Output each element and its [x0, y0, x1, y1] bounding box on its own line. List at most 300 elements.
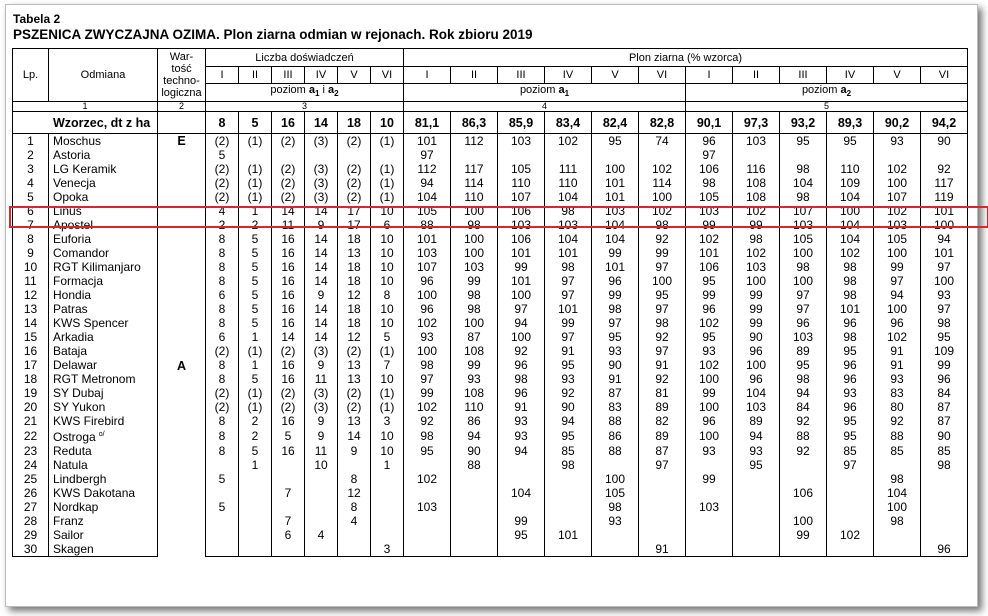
- row-value: (2): [206, 176, 239, 190]
- row-value: 104: [545, 190, 592, 204]
- row-value: 96: [592, 274, 639, 288]
- row-value: [451, 542, 498, 557]
- row-value: [206, 542, 239, 557]
- row-value: 95: [639, 288, 686, 302]
- row-value: 1: [239, 358, 272, 372]
- row-value: [733, 500, 780, 514]
- row-value: 107: [404, 260, 451, 274]
- row-value: 17: [338, 204, 371, 218]
- row-value: 97: [921, 260, 968, 274]
- row-value: [371, 514, 404, 528]
- row-value: 92: [545, 386, 592, 400]
- row-variety-name: Astoria: [49, 148, 158, 162]
- row-value: 106: [686, 162, 733, 176]
- row-value: 102: [733, 246, 780, 260]
- row-value: 97: [545, 330, 592, 344]
- row-lp: 2: [13, 148, 49, 162]
- row-value: 107: [780, 204, 827, 218]
- row-value: 103: [498, 218, 545, 232]
- row-value: (1): [239, 162, 272, 176]
- row-value: 91: [592, 372, 639, 386]
- row-value: [272, 472, 305, 486]
- row-value: (2): [338, 386, 371, 400]
- row-value: 95: [545, 428, 592, 444]
- row-value: 94: [780, 386, 827, 400]
- row-value: 100: [592, 472, 639, 486]
- row-value: 5: [239, 316, 272, 330]
- row-value: (3): [305, 344, 338, 358]
- row-value: [338, 528, 371, 542]
- row-value: 1: [371, 458, 404, 472]
- row-value: 18: [338, 232, 371, 246]
- row-value: 101: [921, 246, 968, 260]
- row-value: 99: [733, 316, 780, 330]
- row-value: [272, 458, 305, 472]
- row-value: 117: [921, 176, 968, 190]
- row-value: 11: [272, 218, 305, 232]
- row-value: 91: [874, 358, 921, 372]
- row-value: 105: [498, 162, 545, 176]
- row-value: 94: [404, 176, 451, 190]
- row-value: 103: [780, 330, 827, 344]
- wzorzec-value: 83,4: [545, 112, 592, 134]
- row-value: [451, 514, 498, 528]
- row-lp: 13: [13, 302, 49, 316]
- row-value: 96: [686, 302, 733, 316]
- row-value: 96: [498, 386, 545, 400]
- row-value: [239, 472, 272, 486]
- row-variety-name: Formacja: [49, 274, 158, 288]
- header-lp: Lp.: [13, 49, 49, 102]
- row-value: 11: [305, 444, 338, 458]
- row-variety-name: Comandor: [49, 246, 158, 260]
- row-value: (3): [305, 162, 338, 176]
- row-value: 109: [827, 176, 874, 190]
- row-value: 99: [686, 386, 733, 400]
- row-value: 101: [921, 204, 968, 218]
- row-value: (1): [239, 176, 272, 190]
- row-value: 6: [272, 528, 305, 542]
- row-value: [780, 542, 827, 557]
- row-value: 85: [874, 444, 921, 458]
- row-value: [921, 486, 968, 500]
- colnum-1: 1: [13, 102, 158, 112]
- row-value: 83: [874, 386, 921, 400]
- row-value: 87: [592, 386, 639, 400]
- row-value: [639, 528, 686, 542]
- table-row: [13, 372, 968, 386]
- row-value: 12: [338, 486, 371, 500]
- row-value: 4: [338, 514, 371, 528]
- row-value: 97: [686, 148, 733, 162]
- row-value: 103: [733, 260, 780, 274]
- row-variety-name: Hondia: [49, 288, 158, 302]
- row-value: 99: [498, 514, 545, 528]
- table-row: [13, 472, 968, 486]
- row-value: 103: [686, 500, 733, 514]
- row-value: 98: [827, 288, 874, 302]
- row-variety-name: Patras: [49, 302, 158, 316]
- row-value: 104: [592, 232, 639, 246]
- row-value: [371, 528, 404, 542]
- row-value: 96: [686, 414, 733, 428]
- row-value: [305, 472, 338, 486]
- row-value: 92: [404, 414, 451, 428]
- row-variety-name: RGT Metronom: [49, 372, 158, 386]
- wzorzec-value: 5: [239, 112, 272, 134]
- row-value: (2): [206, 386, 239, 400]
- row-value: 98: [874, 514, 921, 528]
- row-value: 104: [827, 190, 874, 204]
- row-value: 14: [305, 316, 338, 330]
- row-value: 16: [272, 288, 305, 302]
- row-value: [371, 472, 404, 486]
- row-value: [305, 486, 338, 500]
- row-value: 94: [545, 414, 592, 428]
- row-value: 5: [239, 302, 272, 316]
- row-value: [921, 472, 968, 486]
- row-value: 108: [733, 176, 780, 190]
- row-value: 5: [272, 428, 305, 444]
- row-value: [639, 472, 686, 486]
- row-value: (1): [239, 344, 272, 358]
- row-value: 100: [874, 500, 921, 514]
- row-value: 10: [371, 428, 404, 444]
- row-value: 95: [921, 330, 968, 344]
- row-value: (1): [371, 176, 404, 190]
- row-lp: 27: [13, 500, 49, 514]
- row-value: 97: [545, 288, 592, 302]
- row-value: 91: [545, 344, 592, 358]
- row-value: [686, 486, 733, 500]
- row-value: 105: [592, 486, 639, 500]
- row-variety-footnote: o/: [98, 431, 105, 438]
- row-value: 112: [404, 162, 451, 176]
- row-value: 97: [639, 302, 686, 316]
- row-value: 100: [780, 274, 827, 288]
- row-value: 98: [639, 316, 686, 330]
- row-value: 96: [827, 358, 874, 372]
- header-region: VI: [639, 67, 686, 84]
- row-value: 100: [498, 330, 545, 344]
- row-value: 107: [498, 190, 545, 204]
- row-value: [338, 148, 371, 162]
- row-value: 14: [305, 260, 338, 274]
- row-value: 8: [206, 414, 239, 428]
- row-value: 87: [921, 414, 968, 428]
- row-value: 110: [498, 176, 545, 190]
- row-value: 96: [733, 372, 780, 386]
- row-value: [451, 500, 498, 514]
- row-value: 95: [827, 344, 874, 358]
- row-value: 8: [338, 472, 371, 486]
- colnum-5: 5: [686, 102, 968, 112]
- row-value: 98: [780, 260, 827, 274]
- row-value: (2): [272, 134, 305, 149]
- row-value: 99: [451, 274, 498, 288]
- row-lp: 15: [13, 330, 49, 344]
- row-value: 87: [921, 400, 968, 414]
- table-row: [13, 486, 968, 500]
- row-value: 10: [371, 444, 404, 458]
- row-lp: 20: [13, 400, 49, 414]
- row-value: 103: [733, 134, 780, 149]
- row-variety-name: Arkadia: [49, 330, 158, 344]
- row-value: 100: [451, 204, 498, 218]
- row-value: 96: [498, 358, 545, 372]
- row-value: [545, 542, 592, 557]
- row-value: 100: [404, 344, 451, 358]
- row-value: 98: [592, 302, 639, 316]
- yield-table: [12, 48, 968, 557]
- row-value: 100: [451, 246, 498, 260]
- row-lp: 28: [13, 514, 49, 528]
- row-value: 6: [206, 330, 239, 344]
- row-value: [733, 148, 780, 162]
- row-value: 105: [780, 232, 827, 246]
- row-value: 100: [404, 288, 451, 302]
- row-value: 3: [371, 414, 404, 428]
- row-value: 119: [921, 190, 968, 204]
- row-value: 93: [498, 428, 545, 444]
- row-lp: 11: [13, 274, 49, 288]
- table-row: [13, 428, 968, 444]
- row-value: 90: [733, 330, 780, 344]
- table-row: [13, 344, 968, 358]
- row-value: [686, 528, 733, 542]
- row-value: (2): [338, 400, 371, 414]
- row-value: 100: [827, 204, 874, 218]
- header-region: IV: [545, 67, 592, 84]
- header-region: III: [272, 67, 305, 84]
- row-value: 8: [206, 260, 239, 274]
- row-value: 99: [592, 246, 639, 260]
- row-value: 99: [921, 358, 968, 372]
- row-variety-name: Reduta: [49, 444, 158, 458]
- row-value: [305, 500, 338, 514]
- row-value: 98: [921, 316, 968, 330]
- row-value: 98: [733, 232, 780, 246]
- row-value: (1): [371, 162, 404, 176]
- row-value: 108: [451, 386, 498, 400]
- row-value: 117: [451, 162, 498, 176]
- row-variety-name: LG Keramik: [49, 162, 158, 176]
- row-value: 74: [639, 134, 686, 149]
- header-region: III: [780, 67, 827, 84]
- header-region: V: [592, 67, 639, 84]
- row-value: 98: [545, 260, 592, 274]
- row-value: 9: [305, 428, 338, 444]
- row-value: 110: [545, 176, 592, 190]
- row-value: 82: [639, 414, 686, 428]
- row-value: 103: [686, 204, 733, 218]
- row-value: (2): [206, 344, 239, 358]
- row-value: 102: [874, 330, 921, 344]
- row-value: 102: [639, 162, 686, 176]
- wzorzec-value: 18: [338, 112, 371, 134]
- row-value: 93: [686, 444, 733, 458]
- row-value: 102: [686, 232, 733, 246]
- row-value: 1: [239, 204, 272, 218]
- row-value: (2): [272, 176, 305, 190]
- wzorzec-value: 8: [206, 112, 239, 134]
- group-a-label: A: [158, 176, 206, 557]
- row-value: 94: [498, 444, 545, 458]
- row-value: 16: [272, 358, 305, 372]
- row-value: 100: [921, 274, 968, 288]
- row-value: 98: [780, 190, 827, 204]
- header-region: I: [686, 67, 733, 84]
- row-value: 95: [827, 414, 874, 428]
- row-value: 88: [451, 458, 498, 472]
- row-value: 91: [498, 400, 545, 414]
- row-value: 99: [686, 288, 733, 302]
- row-value: 98: [404, 428, 451, 444]
- row-value: 98: [827, 260, 874, 274]
- row-value: 103: [451, 260, 498, 274]
- row-value: [686, 458, 733, 472]
- row-value: 18: [338, 260, 371, 274]
- row-value: (2): [206, 190, 239, 204]
- row-value: [545, 148, 592, 162]
- row-value: 103: [733, 400, 780, 414]
- row-value: 13: [338, 358, 371, 372]
- row-value: 90: [921, 428, 968, 444]
- row-variety-name: KWS Spencer: [49, 316, 158, 330]
- wzorzec-value: 14: [305, 112, 338, 134]
- row-value: [404, 486, 451, 500]
- row-value: 100: [874, 176, 921, 190]
- header-region: II: [451, 67, 498, 84]
- row-value: 8: [206, 274, 239, 288]
- row-value: [272, 148, 305, 162]
- row-value: [451, 148, 498, 162]
- row-value: 100: [686, 372, 733, 386]
- row-value: 96: [404, 302, 451, 316]
- row-value: 97: [404, 372, 451, 386]
- row-value: [545, 486, 592, 500]
- row-value: 12: [338, 330, 371, 344]
- row-value: 92: [780, 444, 827, 458]
- row-value: 102: [404, 472, 451, 486]
- row-value: [239, 148, 272, 162]
- row-value: 99: [498, 260, 545, 274]
- row-value: 5: [371, 330, 404, 344]
- row-value: 104: [592, 218, 639, 232]
- row-value: 88: [404, 218, 451, 232]
- row-variety-name: KWS Firebird: [49, 414, 158, 428]
- row-value: 101: [404, 134, 451, 149]
- row-lp: 4: [13, 176, 49, 190]
- row-value: [404, 458, 451, 472]
- row-value: [305, 148, 338, 162]
- row-value: 1: [239, 330, 272, 344]
- row-value: 102: [733, 204, 780, 218]
- row-value: [338, 458, 371, 472]
- row-value: [921, 514, 968, 528]
- row-value: 16: [272, 444, 305, 458]
- table-row: [13, 176, 968, 190]
- row-variety-name: Sailor: [49, 528, 158, 542]
- row-value: [498, 542, 545, 557]
- row-lp: 9: [13, 246, 49, 260]
- row-value: 8: [206, 246, 239, 260]
- row-value: 104: [827, 218, 874, 232]
- row-value: 93: [404, 330, 451, 344]
- row-value: [592, 528, 639, 542]
- wzorzec-value: 16: [272, 112, 305, 134]
- row-value: [404, 514, 451, 528]
- row-value: 95: [686, 330, 733, 344]
- table-row: [13, 148, 968, 162]
- row-value: 103: [592, 204, 639, 218]
- table-row: [13, 232, 968, 246]
- row-value: 5: [239, 260, 272, 274]
- row-value: (3): [305, 190, 338, 204]
- row-value: 93: [874, 372, 921, 386]
- row-value: 98: [451, 218, 498, 232]
- row-value: 88: [780, 428, 827, 444]
- row-value: 17: [338, 218, 371, 232]
- table-row: [13, 316, 968, 330]
- row-value: 16: [272, 372, 305, 386]
- row-value: 5: [239, 372, 272, 386]
- row-value: 4: [305, 528, 338, 542]
- row-value: 99: [733, 288, 780, 302]
- row-value: 93: [498, 414, 545, 428]
- row-value: 99: [780, 528, 827, 542]
- row-value: 89: [733, 414, 780, 428]
- header-region: I: [404, 67, 451, 84]
- row-value: 98: [780, 372, 827, 386]
- row-value: 99: [686, 218, 733, 232]
- row-value: 101: [592, 260, 639, 274]
- row-lp: 6: [13, 204, 49, 218]
- row-value: 97: [780, 302, 827, 316]
- row-value: 2: [239, 218, 272, 232]
- row-value: 114: [639, 176, 686, 190]
- header-plon: Plon ziarna (% wzorca): [404, 49, 968, 67]
- row-value: 96: [686, 134, 733, 149]
- row-value: 92: [780, 414, 827, 428]
- row-value: 97: [639, 260, 686, 274]
- row-value: 16: [272, 274, 305, 288]
- row-value: [780, 500, 827, 514]
- document-sheet: [5, 4, 978, 607]
- header-region: V: [338, 67, 371, 84]
- row-value: 14: [305, 330, 338, 344]
- row-lp: 10: [13, 260, 49, 274]
- row-value: [827, 542, 874, 557]
- row-lp: 17: [13, 358, 49, 372]
- row-value: 100: [780, 246, 827, 260]
- row-value: 100: [874, 302, 921, 316]
- row-value: 85: [921, 444, 968, 458]
- row-value: 100: [733, 358, 780, 372]
- row-value: 14: [272, 330, 305, 344]
- row-value: 100: [592, 162, 639, 176]
- row-lp: 5: [13, 190, 49, 204]
- row-value: 8: [371, 288, 404, 302]
- wzorzec-value: 89,3: [827, 112, 874, 134]
- row-value: 93: [686, 344, 733, 358]
- row-lp: 21: [13, 414, 49, 428]
- row-value: 100: [451, 316, 498, 330]
- row-value: 100: [639, 190, 686, 204]
- row-value: [639, 500, 686, 514]
- row-value: 18: [338, 316, 371, 330]
- row-value: 116: [733, 162, 780, 176]
